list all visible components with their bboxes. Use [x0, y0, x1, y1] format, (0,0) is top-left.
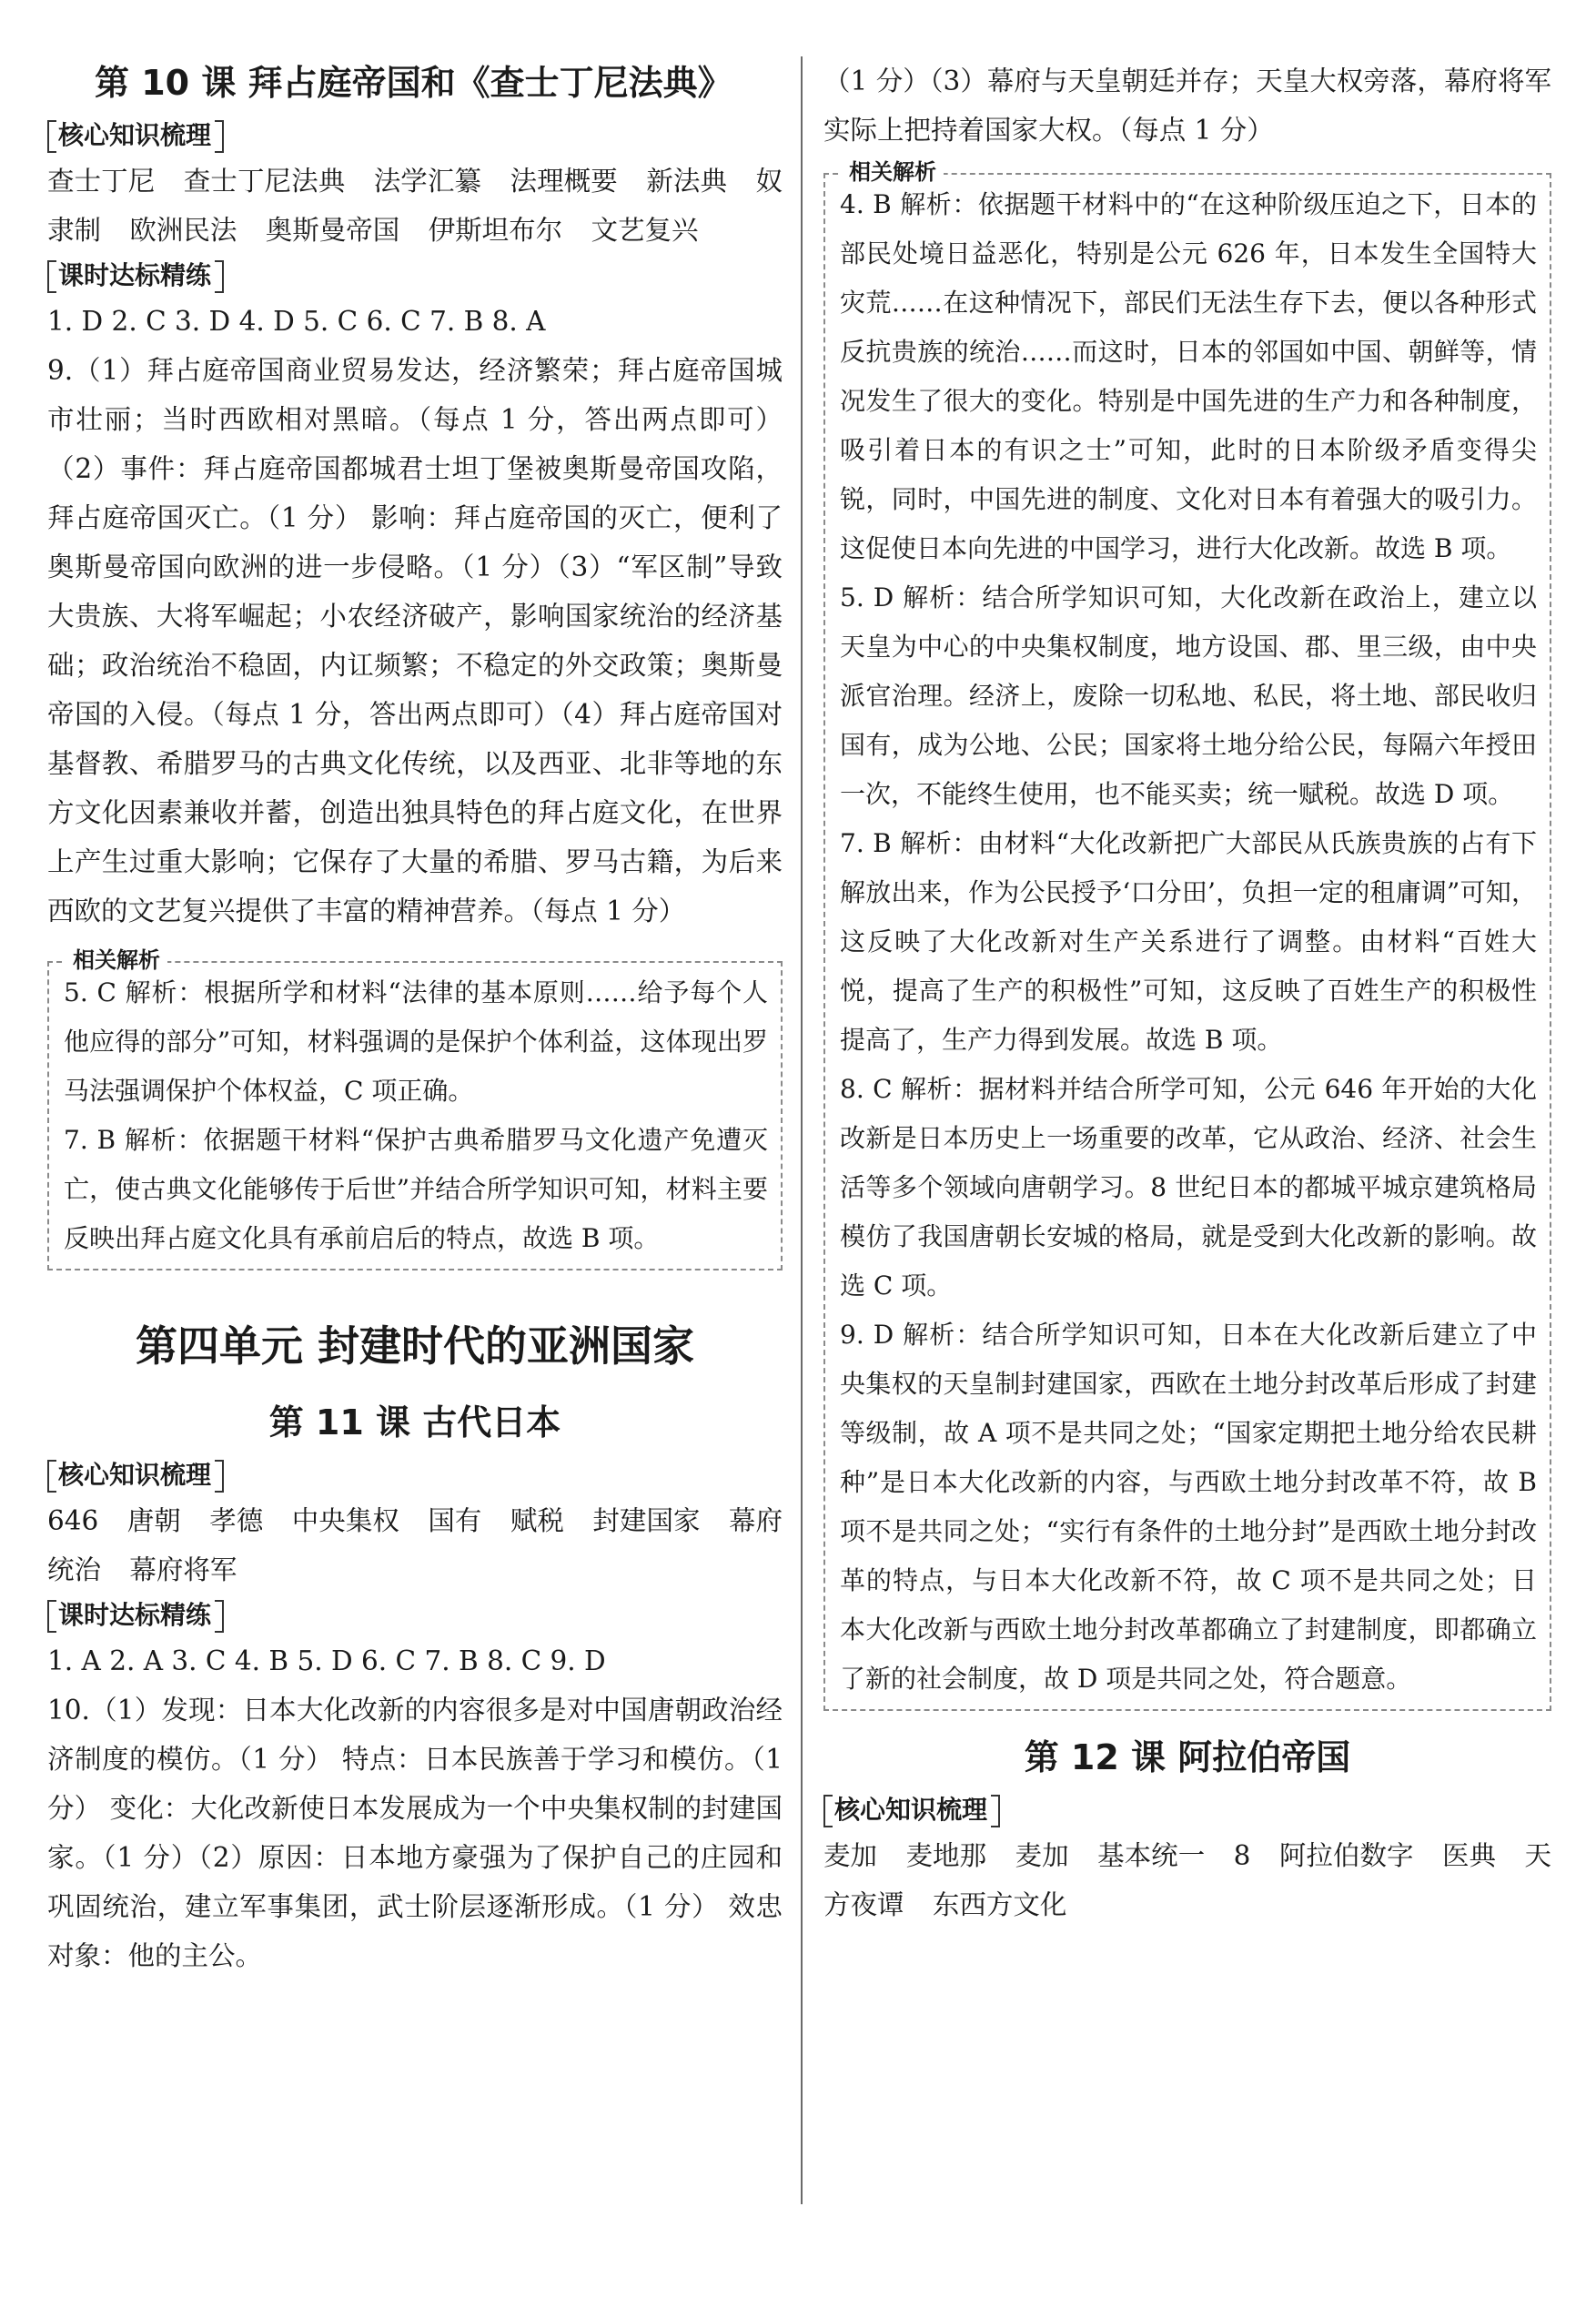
lesson-11-analysis-8: 8. C 解析：据材料并结合所学可知，公元 646 年开始的大化改新是日本历史上一场重要的改革，它从政治、经济、社会生活等多个领域向唐朝学习。8 世纪日本的都城平城京建筑格局模仿了我国唐朝长安城的格局，就是受到大化改新的影响。故选 C 项。: [840, 1074, 1537, 1301]
lesson-11-analysis-9: 9. D 解析：结合所学知识可知，日本在大化改新后建立了中央集权的天皇制封建国家，西欧在土地分封改革后形成了封建等级制，故 A 项不是共同之处；“国家定期把土地分给农民耕种”是日本大化改新的内容，与西欧土地分封改革不符，故 B 项不是共同之处；“实行有条件的土地分封”是西欧土地分封改革的特点，与日本大化改新不符，故 C 项不是共同之处；日本大化改新与西欧土地分封改革都确立了封建制度，即都确立了新的社会制度，故 D 项是共同之处，符合题意。: [840, 1320, 1537, 1694]
lesson-12-core-keywords: 麦加 麦地那 麦加 基本统一 8 阿拉伯数字 医典 天方夜谭 东西方文化: [823, 1840, 1551, 1920]
lesson-11-question-10-continued: （1 分）（3）幕府与天皇朝廷并存；天皇大权旁落，幕府将军实际上把持着国家大权。（每点 1 分）: [823, 66, 1551, 146]
lesson-11-title: 第 11 课 古代日本: [268, 1402, 561, 1442]
analysis-label: 相关解析: [66, 945, 167, 976]
practice-label: 课时达标精练: [47, 255, 224, 297]
core-knowledge-label: 核心知识梳理: [47, 1454, 224, 1496]
lesson-10-answer-key: 1. D 2. C 3. D 4. D 5. C 6. C 7. B 8. A: [47, 306, 546, 337]
lesson-11-analysis-4: 4. B 解析：依据题干材料中的“在这种阶级压迫之下，日本的部民处境日益恶化，特别是公元 626 年，日本发生全国特大灾荒……在这种情况下，部民们无法生存下去，便以各种形式反抗贵族的统治……而这时，日本的邻国如中国、朝鲜等，情况发生了很大的变化。特别是中国先进的生产力和各种制度，吸引着日本的有识之士”可知，此时的日本阶级矛盾变得尖锐，同时，中国先进的制度、文化对日本有着强大的吸引力。这促使日本向先进的中国学习，进行大化改新。故选 B 项。: [840, 189, 1537, 563]
lesson-10-practice-section: [47, 255, 783, 936]
practice-label: 课时达标精练: [47, 1594, 224, 1636]
lesson-11-core-section: [47, 1454, 783, 1594]
lesson-10-core-keywords: 查士丁尼 查士丁尼法典 法学汇纂 法理概要 新法典 奴隶制 欧洲民法 奥斯曼帝国 伊斯坦布尔 文艺复兴: [47, 166, 783, 246]
left-column: [47, 56, 783, 1980]
lesson-12-core-section: [823, 1789, 1551, 1929]
lesson-11-analysis-5: 5. D 解析：结合所学知识可知，大化改新在政治上，建立以天皇为中心的中央集权制度，地方设国、郡、里三级，由中央派官治理。经济上，废除一切私地、私民，将土地、部民收归国有，成为公地、公民；国家将土地分给公民，每隔六年授田一次，不能终生使用，也不能买卖；统一赋税。故选 D 项。: [840, 582, 1537, 809]
lesson-10-title: 第 10 课 拜占庭帝国和《查士丁尼法典》: [95, 63, 732, 103]
lesson-10-analysis-box: [47, 947, 783, 1270]
lesson-10-core-section: [47, 115, 783, 255]
unit-4-title: 第四单元 封建时代的亚洲国家: [135, 1321, 694, 1371]
right-column: [823, 56, 1551, 1929]
lesson-10-question-9: 9.（1）拜占庭帝国商业贸易发达，经济繁荣；拜占庭帝国城市壮丽；当时西欧相对黑暗。（每点 1 分，答出两点即可）（2）事件：拜占庭帝国都城君士坦丁堡被奥斯曼帝国攻陷，拜占庭帝国灭亡。（1 分） 影响：拜占庭帝国的灭亡，便利了奥斯曼帝国向欧洲的进一步侵略。（1 分）（3）“军区制”导致大贵族、大将军崛起；小农经济破产，影响国家统治的经济基础；政治统治不稳固，内讧频繁；不稳定的外交政策；奥斯曼帝国的入侵。（每点 1 分，答出两点即可）（4）拜占庭帝国对基督教、希腊罗马的古典文化传统，以及西亚、北非等地的东方文化因素兼收并蓄，创造出独具特色的拜占庭文化，在世界上产生过重大影响；它保存了大量的希腊、罗马古籍，为后来西欧的文艺复兴提供了丰富的精神营养。（每点 1 分）: [47, 355, 783, 926]
lesson-11-practice-section: [47, 1594, 783, 1980]
analysis-label: 相关解析: [842, 157, 944, 187]
lesson-11-answer-key: 1. A 2. A 3. C 4. B 5. D 6. C 7. B 8. C 9. D: [47, 1645, 606, 1676]
lesson-10-analysis-5: 5. C 解析：根据所学和材料“法律的基本原则……给予每个人他应得的部分”可知，材料强调的是保护个体利益，这体现出罗马法强调保护个体权益，C 项正确。: [64, 977, 768, 1106]
lesson-11-analysis-7: 7. B 解析：由材料“大化改新把广大部民从氏族贵族的占有下解放出来，作为公民授予‘口分田’，负担一定的租庸调”可知，这反映了大化改新对生产关系进行了调整。由材料“百姓大悦，提高了生产的积极性”可知，这反映了百姓生产的积极性提高了，生产力得到发展。故选 B 项。: [840, 828, 1537, 1055]
core-knowledge-label: 核心知识梳理: [47, 115, 224, 157]
column-divider: [801, 56, 803, 2204]
lesson-10-analysis-7: 7. B 解析：依据题干材料“保护古典希腊罗马文化遗产免遭灭亡，使古典文化能够传于后世”并结合所学知识可知，材料主要反映出拜占庭文化具有承前启后的特点，故选 B 项。: [64, 1125, 768, 1253]
lesson-11-core-keywords: 646 唐朝 孝德 中央集权 国有 赋税 封建国家 幕府统治 幕府将军: [47, 1505, 783, 1585]
lesson-11-analysis-box: [823, 159, 1551, 1711]
lesson-12-title: 第 12 课 阿拉伯帝国: [1024, 1737, 1351, 1777]
core-knowledge-label: 核心知识梳理: [823, 1789, 1000, 1831]
lesson-11-question-10: 10.（1）发现：日本大化改新的内容很多是对中国唐朝政治经济制度的模仿。（1 分） 特点：日本民族善于学习和模仿。（1 分） 变化：大化改新使日本发展成为一个中央集权制的封建国家。（1 分）（2）原因：日本地方豪强为了保护自己的庄园和巩固统治，建立军事集团，武士阶层逐渐形成。（1 分） 效忠对象：他的主公。: [47, 1695, 783, 1971]
